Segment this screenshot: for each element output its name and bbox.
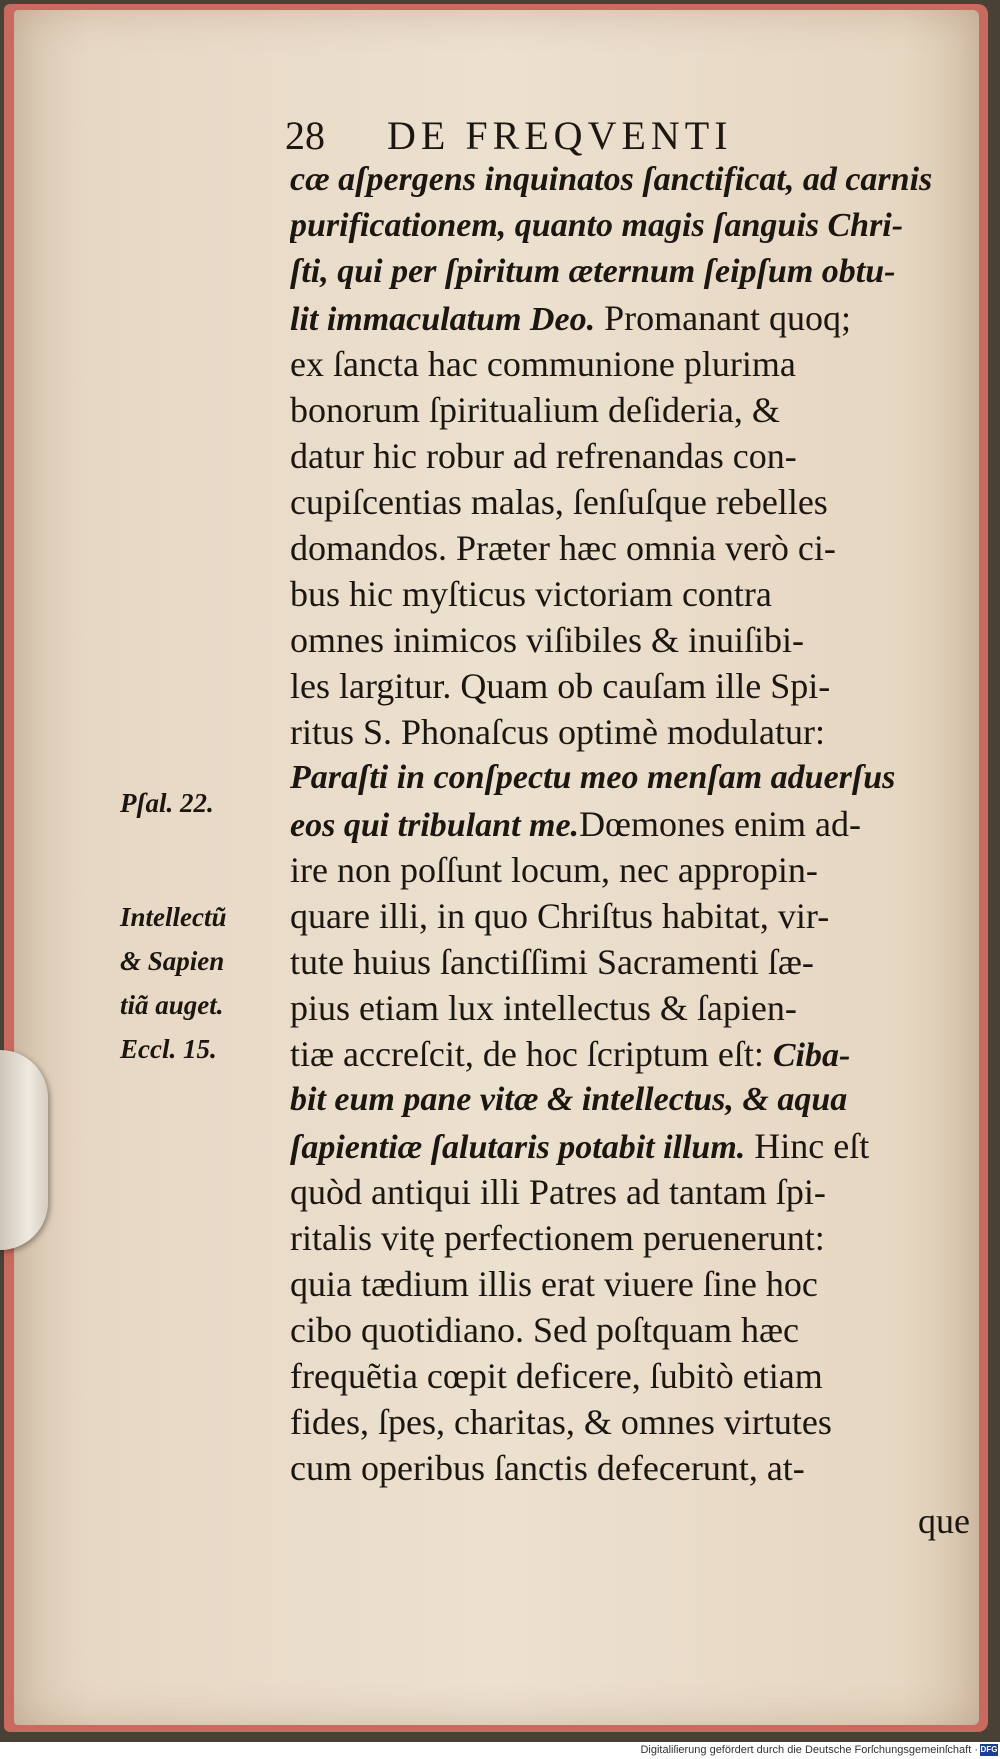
- text-italic: eos qui tribulant me.: [290, 807, 580, 844]
- text-line: fides, ſpes, charitas, & omnes virtutes: [290, 1402, 832, 1442]
- text-italic: ſapientiæ ſalutaris potabit illum.: [290, 1129, 746, 1166]
- text-line: [290, 1032, 960, 1078]
- text-line: Paraſti in conſpectu meo menſam aduerſus: [290, 759, 896, 796]
- text-line: quòd antiqui illi Patres ad tantam ſpi-: [290, 1172, 826, 1212]
- text-italic: lit immaculatum Deo.: [290, 301, 596, 338]
- text-line: cibo quotidiano. Sed poſtquam hæc: [290, 1310, 799, 1350]
- text-line: bonorum ſpiritualium deſideria, &: [290, 390, 780, 430]
- text-line: quare illi, in quo Chriſtus habitat, vir-: [290, 896, 830, 936]
- text-line: pius etiam lux intellectus & ſapien-: [290, 988, 797, 1028]
- text-line: bit eum pane vitæ & intellectus, & aqua: [290, 1081, 848, 1118]
- page-clip: [0, 1050, 48, 1250]
- dfg-logo-icon: DFG: [980, 1745, 998, 1754]
- text-line: [290, 1124, 960, 1170]
- footer-credit: Digitaliſierung gefördert durch die Deutsche Forſchungsgemeinſchaft ·: [640, 1744, 978, 1756]
- running-title: DE FREQVENTI: [387, 113, 733, 158]
- text-line: domandos. Præter hæc omnia verò ci-: [290, 528, 836, 568]
- text-roman: Hinc eſt: [754, 1126, 870, 1166]
- text-line: quia tædium illis erat viuere ſine hoc: [290, 1264, 818, 1304]
- text-line: bus hic myſticus victoriam contra: [290, 574, 772, 614]
- page-number: 28: [285, 113, 325, 158]
- margin-note-tia-auget: tiã auget.: [120, 990, 224, 1020]
- margin-note-psalm: Pſal. 22.: [120, 788, 214, 818]
- catchword: que: [918, 1501, 970, 1541]
- text-line: cum operibus ſanctis defecerunt, at-: [290, 1448, 805, 1488]
- text-line: les largitur. Quam ob cauſam ille Spi-: [290, 666, 831, 706]
- text-line: purificationem, quanto magis ſanguis Chri-: [290, 207, 904, 244]
- margin-note-intellectu: Intellectũ: [120, 902, 227, 932]
- text-line: frequẽtia cœpit deficere, ſubitò etiam: [290, 1356, 823, 1396]
- text-line: cæ aſpergens inquinatos ſanctificat, ad carnis: [290, 161, 933, 198]
- text-line: ex ſancta hac communione plurima: [290, 344, 796, 384]
- text-line: datur hic robur ad refrenandas con-: [290, 436, 797, 476]
- text-line: tute huius ſanctiſſimi Sacramenti ſæ-: [290, 942, 814, 982]
- text-line: cupiſcentias malas, ſenſuſque rebelles: [290, 482, 828, 522]
- text-roman: tiæ accreſcit, de hoc ſcriptum eſt:: [290, 1034, 764, 1074]
- text-line: omnes inimicos viſibiles & inuiſibi-: [290, 620, 804, 660]
- running-header: [285, 112, 885, 159]
- text-line: ſti, qui per ſpiritum æternum ſeipſum obtu-: [290, 253, 896, 290]
- text-roman: Dœmones enim ad-: [579, 804, 861, 844]
- text-line: [290, 802, 960, 848]
- text-line: ire non poſſunt locum, nec appropin-: [290, 850, 818, 890]
- text-roman: Promanant quoq;: [604, 298, 852, 338]
- text-italic: Ciba-: [772, 1037, 851, 1074]
- text-line: ritalis vitę perfectionem peruenerunt:: [290, 1218, 825, 1258]
- text-line: ritus S. Phonaſcus optimè modulatur:: [290, 712, 825, 752]
- text-line: [290, 296, 960, 342]
- margin-note-eccl: Eccl. 15.: [120, 1034, 217, 1064]
- margin-note-sapien: & Sapien: [120, 946, 225, 976]
